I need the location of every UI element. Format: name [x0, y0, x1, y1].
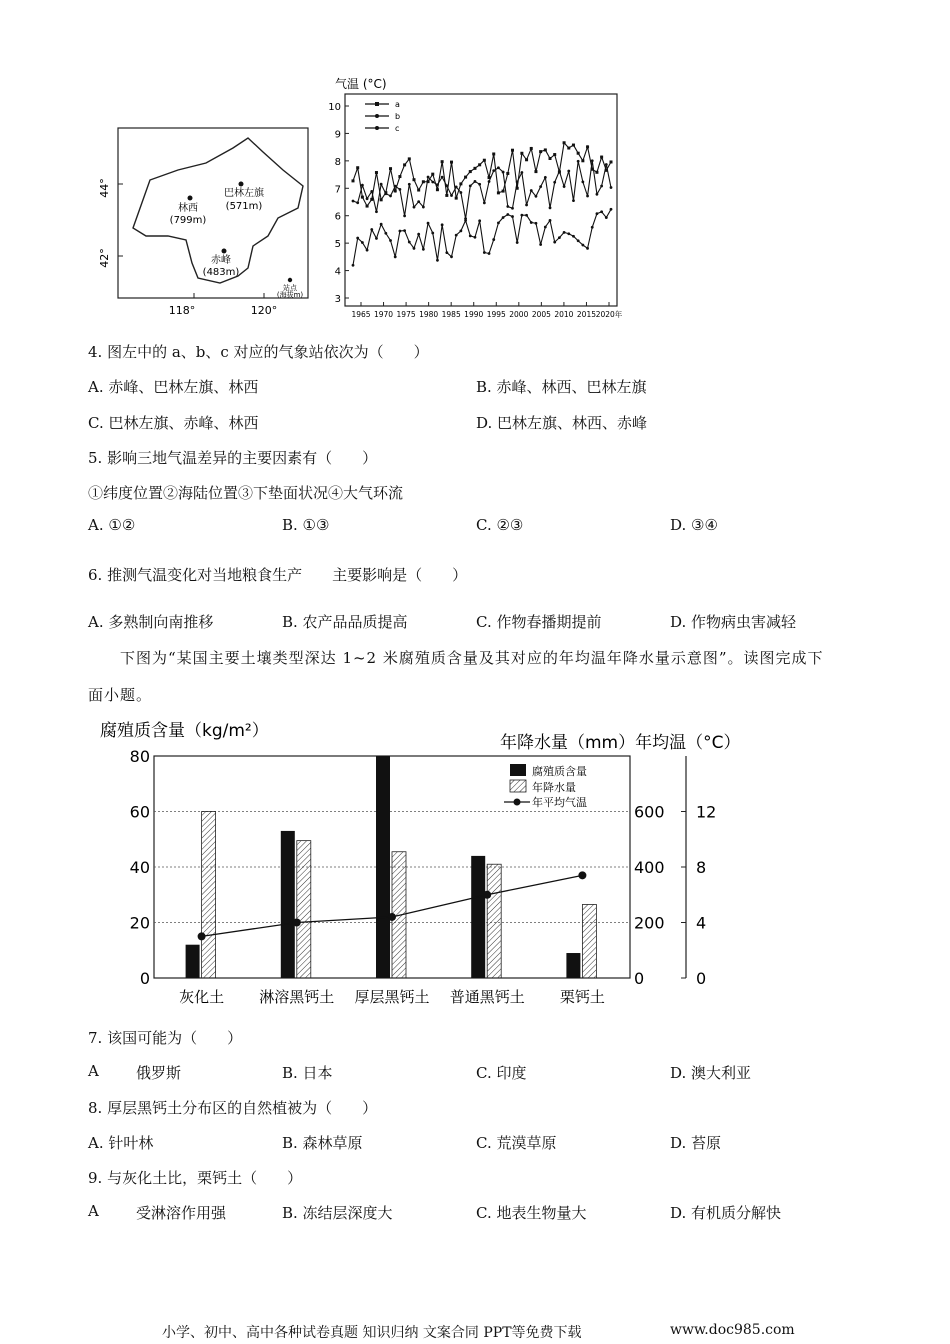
temp-series-point: [403, 229, 406, 232]
temp-xtick-label: 1975: [396, 310, 416, 319]
temp-series-point: [469, 185, 472, 188]
bar-humus: [566, 953, 580, 978]
temp-series-point: [567, 170, 570, 173]
q5-option-d[interactable]: D. ③④: [670, 516, 718, 534]
q6-option-a[interactable]: A. 多熟制向南推移: [88, 613, 214, 631]
temp-xtick-label: 1985: [441, 310, 461, 319]
temp-series-point: [577, 239, 580, 242]
station-elev-balinzuoqi: (571m): [225, 201, 263, 212]
q5-items: ①纬度位置②海陆位置③下垫面状况④大气环流: [88, 484, 404, 502]
temp-series-point: [474, 180, 477, 183]
lon-label-118: 118°: [168, 304, 196, 317]
soil-ytick-left: 80: [129, 747, 150, 766]
temp-series-point: [567, 147, 570, 150]
temp-series-point: [488, 252, 491, 255]
soil-category-label: 普通黑钙土: [449, 988, 525, 1006]
footer-site[interactable]: www.doc985.com: [670, 1322, 795, 1338]
temp-legend-label: b: [395, 112, 401, 121]
temp-series-point: [361, 184, 364, 187]
temp-series-point: [549, 219, 552, 222]
temp-series-point: [389, 195, 392, 198]
temp-series-point: [375, 210, 378, 213]
station-map: [98, 118, 320, 318]
temp-series-point: [581, 180, 584, 183]
temp-series-point: [352, 179, 355, 182]
q6-option-b[interactable]: B. 农产品品质提高: [282, 613, 408, 631]
temp-series-point: [511, 149, 514, 152]
soil-ytick-left: 20: [129, 913, 150, 933]
temp-series-point: [581, 244, 584, 247]
soil-ytick-temp: 4: [696, 913, 707, 933]
temp-xtick-label: 1995: [486, 310, 506, 319]
q7-option-d[interactable]: D. 澳大利亚: [670, 1064, 752, 1082]
q6-stem: 6. 推测气温变化对当地粮食生产 主要影响是（ ）: [88, 566, 468, 584]
temp-legend-marker: [375, 114, 379, 118]
temp-series-point: [488, 180, 491, 183]
temp-series-point: [356, 201, 359, 204]
temp-series-point: [370, 228, 373, 231]
temp-series-point: [595, 171, 598, 174]
temp-series-point: [610, 160, 613, 163]
temp-series-point: [549, 206, 552, 209]
temp-series-point: [591, 159, 594, 162]
temp-series-point: [596, 193, 599, 196]
temp-series-point: [412, 178, 415, 181]
temp-series-point: [605, 163, 608, 166]
temp-series-point: [384, 232, 387, 235]
legend-station-sub: (海拔m): [276, 291, 304, 299]
q8-option-c[interactable]: C. 荒漠草原: [476, 1134, 557, 1152]
bar-humus: [186, 945, 200, 978]
temp-series-point: [450, 255, 453, 258]
temp-series-point: [441, 176, 444, 179]
q8-option-d[interactable]: D. 苔原: [670, 1134, 722, 1152]
temp-series-point: [375, 171, 378, 174]
temp-series-point: [478, 183, 481, 186]
bar-precipitation: [202, 812, 216, 979]
legend-precip-label: 年降水量: [532, 781, 576, 794]
q4-option-c[interactable]: C. 巴林左旗、赤峰、林西: [88, 414, 259, 432]
temp-series-point: [535, 222, 538, 225]
temp-series-point: [399, 230, 402, 233]
temp-series-point: [422, 180, 425, 183]
temp-series-point: [572, 199, 575, 202]
q8-option-b[interactable]: B. 森林草原: [282, 1134, 363, 1152]
temp-series-point: [520, 152, 523, 155]
temp-legend-marker: [375, 126, 379, 130]
temp-series-point: [586, 145, 589, 148]
temp-legend-label: c: [395, 124, 400, 133]
temp-series-point: [389, 239, 392, 242]
temp-series-point: [502, 216, 505, 219]
temp-series-point: [539, 150, 542, 153]
soil-ytick-left: 60: [129, 802, 150, 822]
temp-series-point: [422, 248, 425, 251]
temp-ytick-label: 5: [334, 239, 341, 251]
temp-series-point: [436, 188, 439, 191]
temp-series-point: [464, 176, 467, 179]
q9-option-a[interactable]: 受淋溶作用强: [136, 1204, 227, 1222]
soil-ytick-left: 40: [129, 858, 150, 877]
temp-series-point: [413, 206, 416, 209]
q9-option-a-letter[interactable]: A: [88, 1202, 99, 1220]
temp-series-point: [394, 189, 397, 192]
temp-xtick-label: 2015: [576, 310, 597, 319]
temp-series-point: [577, 152, 580, 155]
temp-series-point: [394, 255, 397, 258]
temp-series-point: [492, 169, 495, 172]
temp-series-point: [352, 200, 355, 203]
soil-ytick-temp: 12: [696, 802, 717, 822]
station-elev-linxi: (799m): [169, 215, 207, 226]
temp-series-point: [497, 221, 500, 224]
temp-series-point: [366, 249, 369, 252]
temp-series-point: [502, 190, 505, 193]
temp-series-point: [558, 170, 561, 173]
temp-series-point: [417, 200, 420, 203]
temp-series-point: [497, 191, 500, 194]
q9-option-b[interactable]: B. 冻结层深度大: [282, 1204, 393, 1222]
q9-option-d[interactable]: D. 有机质分解快: [670, 1204, 782, 1222]
temp-series-point: [525, 204, 528, 207]
q7-stem: 7. 该国可能为（ ）: [88, 1029, 243, 1047]
q5-option-c[interactable]: C. ②③: [476, 516, 524, 534]
temp-series-point: [577, 160, 580, 163]
temp-series-point: [408, 157, 411, 160]
temp-legend-label: a: [395, 100, 400, 109]
temp-ytick-label: 8: [334, 156, 341, 168]
point-annual-temperature: [483, 891, 491, 899]
temp-series-point: [427, 222, 430, 225]
q7-option-a-letter[interactable]: A: [88, 1062, 99, 1080]
temp-series-point: [380, 183, 383, 186]
station-dot-linxi: [188, 196, 193, 201]
point-annual-temperature: [198, 932, 206, 940]
q8-option-a[interactable]: A. 针叶林: [88, 1134, 154, 1152]
bar-precipitation: [487, 864, 501, 978]
temp-series-point: [586, 247, 589, 250]
legend-humus-swatch: [510, 764, 526, 776]
temp-series-point: [366, 197, 369, 200]
point-annual-temperature: [578, 871, 586, 879]
temp-ytick-label: 7: [334, 184, 341, 196]
temp-series-point: [403, 214, 406, 217]
intro-line-2: 面小题。: [88, 686, 153, 704]
soil-ytick-precip: 400: [634, 858, 665, 877]
temp-ytick-label: 10: [328, 102, 341, 113]
temp-series-point: [563, 185, 566, 188]
temperature-line-chart: [325, 74, 640, 322]
temp-series-point: [600, 210, 603, 213]
temp-series-point: [530, 221, 533, 224]
q7-option-a[interactable]: 俄罗斯: [136, 1064, 182, 1082]
station-name-linxi: 林西: [178, 203, 198, 214]
temp-series-point: [473, 167, 476, 170]
footer-text: 小学、初中、高中各种试卷真题 知识归纳 文案合同 PPT等免费下载: [162, 1325, 582, 1341]
temp-series-point: [417, 189, 420, 192]
temp-series-point: [431, 181, 434, 184]
legend-temp-marker: [514, 799, 521, 806]
temp-xtick-label: 2010: [554, 310, 574, 319]
temp-series-point: [427, 176, 430, 179]
temp-legend-marker: [375, 102, 379, 106]
soil-ytick-precip: 0: [634, 969, 645, 988]
legend-station-dot: [288, 278, 292, 282]
temp-series-point: [408, 241, 411, 244]
legend-temp-label: 年平均气温: [532, 796, 587, 809]
soil-category-label: 淋溶黑钙土: [259, 988, 335, 1006]
temp-ytick-label: 4: [334, 266, 341, 278]
q5-option-b[interactable]: B. ①③: [282, 516, 330, 534]
soil-ylabel-right: 年降水量（mm）年均温（°C）: [500, 733, 741, 753]
soil-category-label: 栗钙土: [559, 988, 605, 1006]
lat-label-42: 42°: [98, 248, 111, 268]
temp-series-point: [450, 194, 453, 197]
temp-series-point: [605, 216, 608, 219]
temp-series-point: [553, 153, 556, 156]
temp-series-point: [450, 161, 453, 164]
lon-label-120: 120°: [250, 304, 278, 317]
soil-humus-chart: [90, 712, 760, 1012]
temp-series-point: [525, 158, 528, 161]
temp-series-point: [455, 197, 458, 200]
temp-ytick-label: 6: [334, 211, 341, 223]
q7-option-b[interactable]: B. 日本: [282, 1064, 333, 1082]
intro-line-1: 下图为“某国主要土壤类型深达 1~2 米腐殖质含量及其对应的年均温年降水量示意图”。读图完成下: [120, 649, 824, 667]
temp-series-point: [511, 215, 514, 218]
temp-xtick-label: 1980: [419, 310, 439, 319]
temp-series-point: [445, 184, 448, 187]
temp-xtick-label: 2005: [531, 310, 551, 319]
temp-series-point: [567, 232, 570, 235]
soil-ytick-temp: 8: [696, 858, 707, 877]
temp-series-point: [516, 241, 519, 244]
temp-series-point: [483, 251, 486, 254]
temp-ylabel: 气温 (°C): [335, 77, 387, 91]
temp-series-point: [492, 238, 495, 241]
station-dot-balinzuoqi: [239, 182, 244, 187]
temp-series-point: [591, 226, 594, 229]
temp-series-point: [384, 192, 387, 195]
temp-series-point: [356, 166, 359, 169]
temp-series-point: [431, 173, 434, 176]
temp-series-point: [520, 171, 523, 174]
bar-precipitation: [297, 841, 311, 978]
soil-category-label: 厚层黑钙土: [354, 988, 430, 1006]
temp-series-point: [506, 205, 509, 208]
q6-option-c[interactable]: C. 作物春播期提前: [476, 613, 602, 631]
temp-series-point: [483, 201, 486, 204]
temp-series-point: [459, 182, 462, 185]
temp-series-point: [600, 185, 603, 188]
temp-series-point: [520, 214, 523, 217]
temp-series-line: [353, 209, 611, 265]
temp-series-point: [506, 172, 509, 175]
temp-series-point: [572, 144, 575, 147]
temp-series-point: [530, 189, 533, 192]
temp-series-point: [380, 198, 383, 201]
temp-series-point: [544, 226, 547, 229]
temp-series-point: [370, 190, 373, 193]
bar-humus: [376, 756, 390, 978]
temp-series-point: [403, 163, 406, 166]
legend-station-label: 站点: [283, 284, 297, 292]
temp-series-point: [436, 183, 439, 186]
temp-xtick-label: 2000: [509, 310, 529, 319]
temp-series-point: [352, 264, 355, 267]
station-name-chifeng: 赤峰: [211, 255, 231, 266]
temp-series-point: [474, 236, 477, 239]
q5-option-a[interactable]: A. ①②: [88, 516, 136, 534]
temp-series-point: [398, 175, 401, 178]
station-name-balinzuoqi: 巴林左旗: [224, 188, 264, 199]
temp-series-point: [441, 223, 444, 226]
temp-series-point: [399, 188, 402, 191]
temp-series-point: [563, 141, 566, 144]
temp-series-point: [539, 185, 542, 188]
temp-series-point: [459, 191, 462, 194]
q4-option-a[interactable]: A. 赤峰、巴林左旗、林西: [88, 378, 259, 396]
temp-series-point: [361, 196, 364, 199]
legend-humus-label: 腐殖质含量: [532, 765, 587, 778]
temp-series-point: [553, 181, 556, 184]
temp-series-point: [431, 232, 434, 235]
q9-option-c[interactable]: C. 地表生物量大: [476, 1204, 587, 1222]
temp-series-point: [361, 241, 364, 244]
bar-humus: [471, 856, 485, 978]
temp-series-point: [464, 219, 467, 222]
temp-series-point: [497, 166, 500, 169]
temp-series-point: [553, 241, 556, 244]
soil-ytick-left: 0: [139, 969, 150, 988]
temp-xtick-label: 1990: [464, 310, 484, 319]
temp-ytick-label: 3: [334, 294, 341, 305]
temp-series-point: [511, 207, 514, 210]
temp-series-point: [455, 234, 458, 237]
temp-series-point: [492, 152, 495, 155]
temp-series-point: [525, 214, 528, 217]
temp-xtick-label: 1965: [351, 310, 371, 319]
soil-ytick-precip: 600: [634, 802, 665, 822]
temp-series-point: [413, 247, 416, 250]
temp-series-point: [356, 237, 359, 240]
station-dot-chifeng: [222, 249, 227, 254]
temp-series-point: [478, 219, 481, 222]
temp-series-point: [610, 186, 613, 189]
q8-stem: 8. 厚层黑钙土分布区的自然植被为（ ）: [88, 1099, 378, 1117]
legend-precip-swatch: [510, 780, 526, 792]
temp-series-point: [459, 229, 462, 232]
q4-option-b[interactable]: B. 赤峰、林西、巴林左旗: [476, 378, 647, 396]
temp-series-point: [436, 259, 439, 262]
soil-ytick-precip: 200: [634, 913, 665, 933]
temp-series-point: [455, 186, 458, 189]
temp-series-point: [558, 236, 561, 239]
temp-series-point: [445, 251, 448, 254]
bar-precipitation: [582, 904, 596, 978]
temp-series-point: [445, 194, 448, 197]
soil-category-label: 灰化土: [179, 988, 225, 1006]
temp-series-point: [469, 170, 472, 173]
station-elev-chifeng: (483m): [202, 267, 240, 278]
temp-series-point: [516, 181, 519, 184]
temp-series-point: [534, 170, 537, 173]
q7-option-c[interactable]: C. 印度: [476, 1064, 527, 1082]
q4-option-d[interactable]: D. 巴林左旗、林西、赤峰: [476, 414, 648, 432]
soil-ylabel-left: 腐殖质含量（kg/m²）: [100, 721, 269, 741]
temp-series-point: [422, 206, 425, 209]
temp-series-point: [596, 212, 599, 215]
q5-stem: 5. 影响三地气温差异的主要因素有（ ）: [88, 449, 378, 467]
temp-series-point: [600, 156, 603, 159]
temp-xtick-label: 2020年: [595, 310, 623, 319]
temp-series-point: [417, 233, 420, 236]
temp-ytick-label: 9: [334, 129, 341, 141]
temp-xtick-label: 1970: [373, 310, 394, 319]
temp-series-point: [483, 159, 486, 162]
temp-series-point: [408, 183, 411, 186]
temp-series-point: [535, 195, 538, 198]
temp-series-point: [610, 208, 613, 211]
temp-series-point: [506, 213, 509, 216]
temp-series-point: [389, 167, 392, 170]
temp-series-point: [572, 235, 575, 238]
q9-stem: 9. 与灰化土比，栗钙土（ ）: [88, 1169, 303, 1187]
temp-series-point: [469, 234, 472, 237]
temp-series-point: [544, 176, 547, 179]
temp-series-point: [375, 237, 378, 240]
temp-series-point: [539, 243, 542, 246]
temp-series-point: [530, 147, 533, 150]
lat-label-44: 44°: [98, 178, 111, 198]
point-annual-temperature: [388, 913, 396, 921]
temp-series-point: [380, 223, 383, 226]
temp-series-point: [563, 231, 566, 234]
bar-humus: [281, 831, 295, 978]
temp-series-point: [478, 163, 481, 166]
temp-series-point: [441, 160, 444, 163]
q4-stem: 4. 图左中的 a、b、c 对应的气象站依次为（ ）: [88, 343, 429, 361]
q6-option-d[interactable]: D. 作物病虫害减轻: [670, 613, 797, 631]
soil-ytick-temp: 0: [696, 969, 707, 988]
temp-series-point: [544, 148, 547, 151]
temp-series-point: [586, 195, 589, 198]
temp-series-point: [502, 171, 505, 174]
point-annual-temperature: [293, 919, 301, 927]
temp-series-point: [549, 157, 552, 160]
temp-series-point: [581, 159, 584, 162]
temp-series-point: [394, 185, 397, 188]
temp-series-point: [366, 205, 369, 208]
